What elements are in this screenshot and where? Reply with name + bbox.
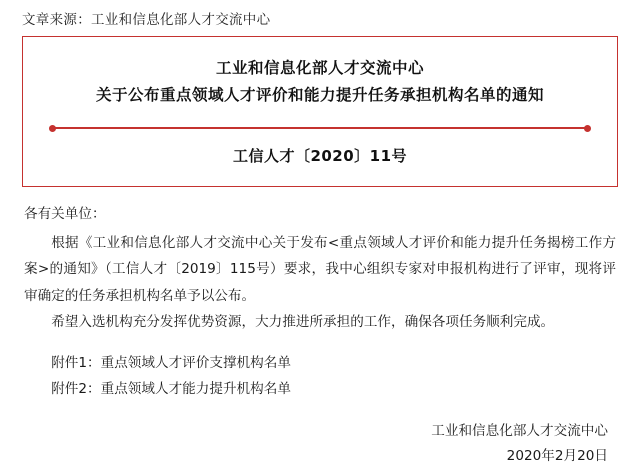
attachment-list [24,350,616,403]
document-number: 工信人才〔2020〕11号 [232,147,408,166]
body-paragraph-1: 根据《工业和信息化部人才交流中心关于发布<重点领域人才评价和能力提升任务揭榜工作方案>的通知》（工信人才〔2019〕115号）要求，我中心组织专家对申报机构进行了评审，现将评审确定的任务承担机构名单予以公布。 [24,234,616,304]
document-body [18,187,622,403]
body-paragraph-2: 希望入选机构充分发挥优势资源，大力推进所承担的工作，确保各项任务顺利完成。 [51,314,555,331]
title-line-2: 关于公布重点领域人才评价和能力提升任务承担机构名单的通知 [95,86,544,105]
article-source [18,0,622,34]
salutation: 各有关单位： [24,206,106,223]
source-label: 文章来源： [22,12,91,28]
document-header-box [22,36,618,187]
red-divider-rule [47,121,593,135]
red-line [55,127,585,129]
signature-organization: 工业和信息化部人才交流中心 [431,422,608,439]
signature-date: 2020年2月20日 [506,447,608,464]
title-line-1: 工业和信息化部人才交流中心 [215,59,424,77]
source-value: 工业和信息化部人才交流中心 [91,12,271,28]
list-item: 附件1：重点领域人才评价支撑机构名单 [51,354,291,371]
document-signature [18,419,622,469]
red-dot-right-icon [584,125,591,132]
document-title [47,55,593,109]
list-item: 附件2：重点领域人才能力提升机构名单 [51,381,291,398]
